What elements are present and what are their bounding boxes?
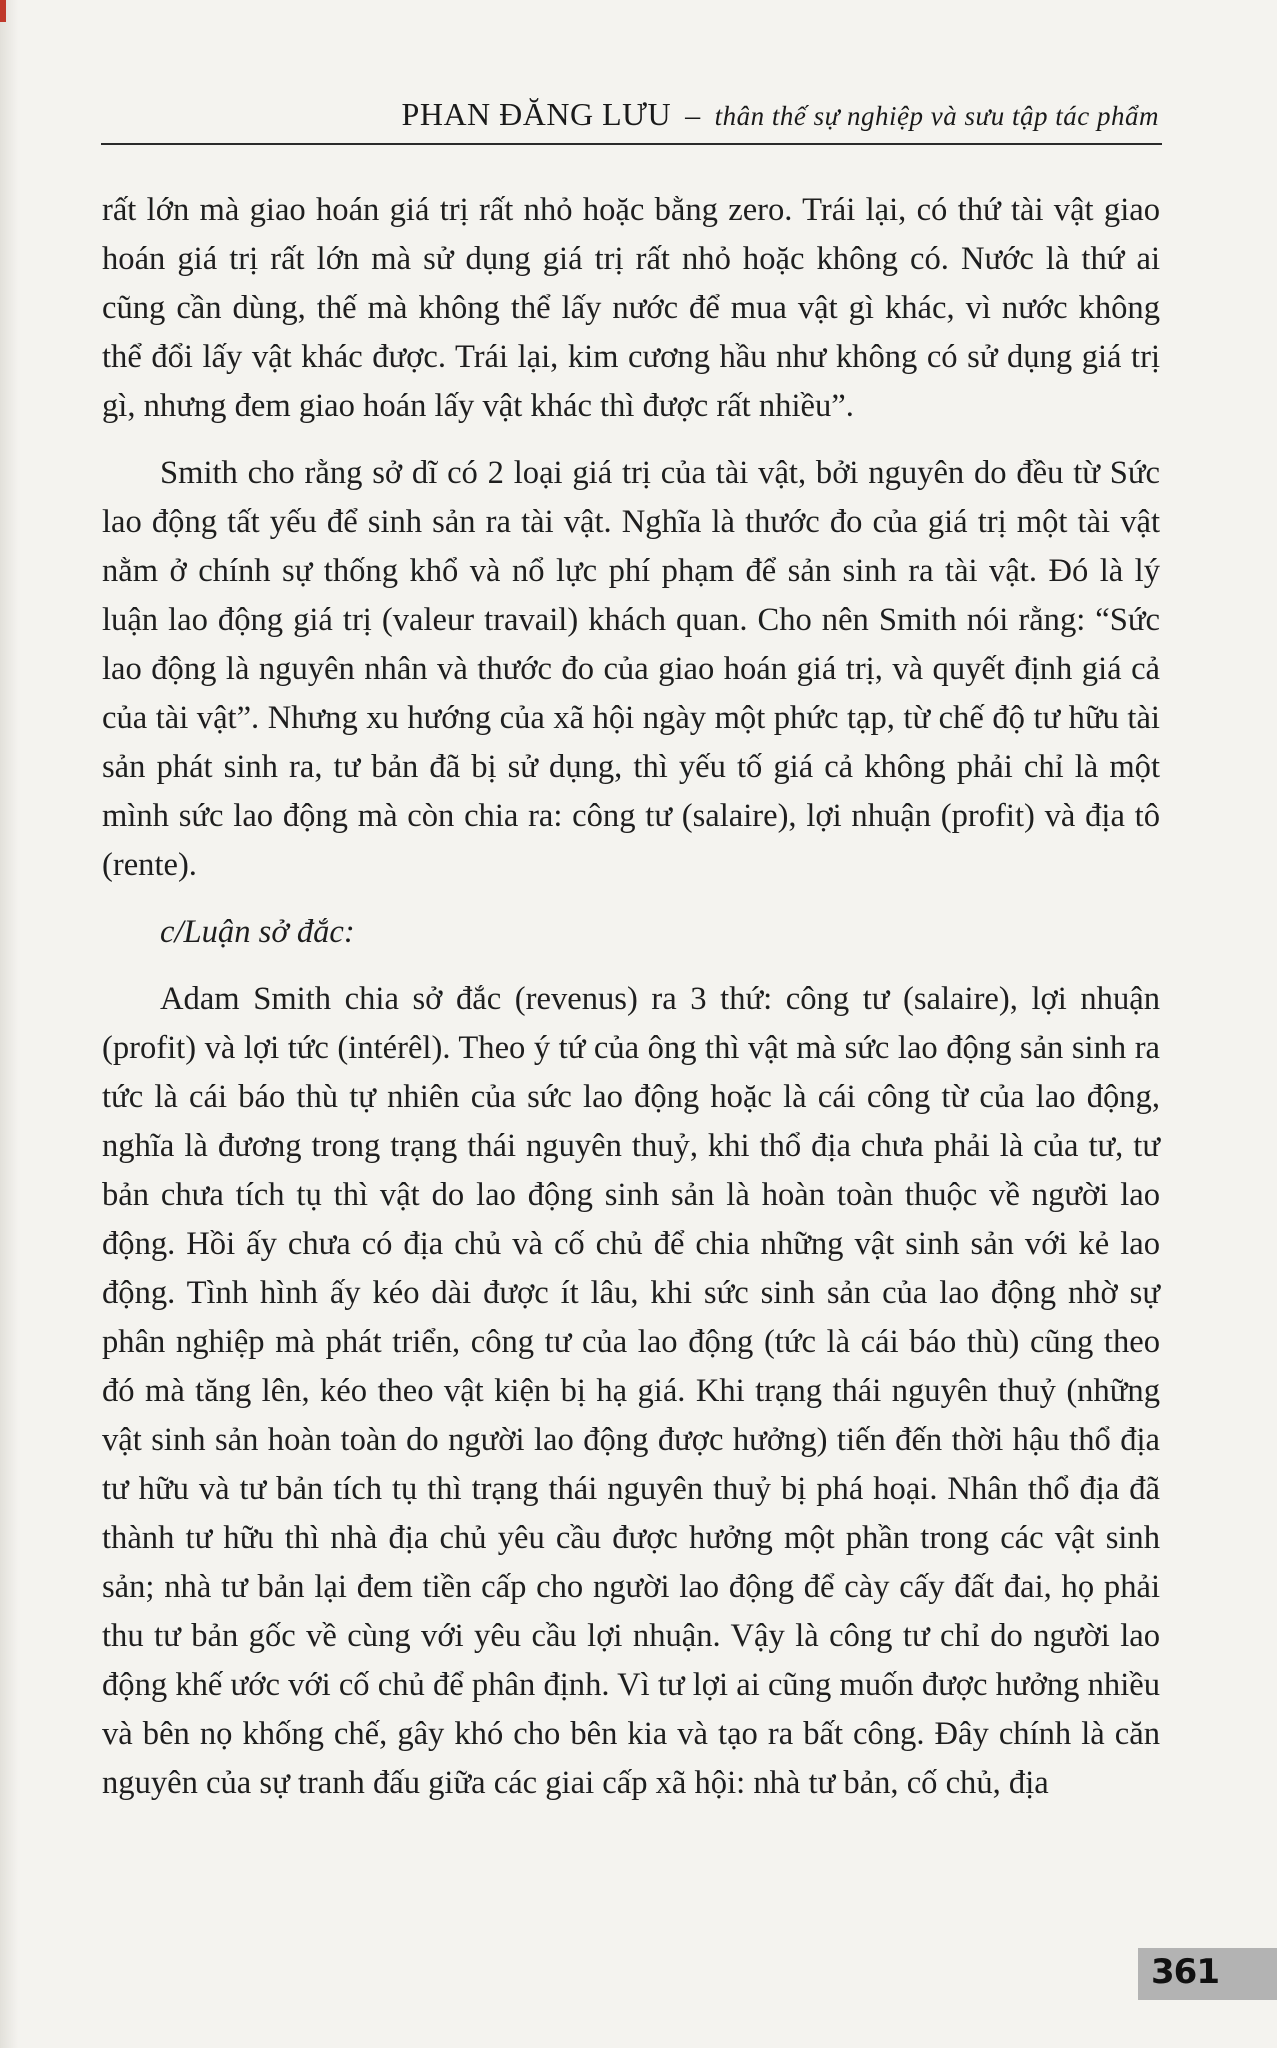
paragraph-continuation: rất lớn mà giao hoán giá trị rất nhỏ hoặc bằng zero. Trái lại, có thứ tài vật giao hoán giá trị rất lớn mà sử dụng giá trị rất nhỏ hoặc không có. Nước là thứ ai cũng cần dùng, thế mà không thể lấy nước để mua vật gì khác, vì nước không thể đổi lấy vật khác được. Trái lại, kim cương hầu như không có sử dụng giá trị gì, nhưng đem giao hoán lấy vật khác thì được rất nhiều”. bbox=[102, 192, 1160, 424]
corner-mark bbox=[0, 0, 6, 22]
paragraph-revenus: Adam Smith chia sở đắc (revenus) ra 3 thứ: công tư (salaire), lợi nhuận (profit) và lợi tức (intérêl). Theo ý tứ của ông thì vật mà sức lao động sản sinh ra tức là cái báo thù tự nhiên của sức lao động hoặc là cái công từ của lao động, nghĩa là đương trong trạng thái nguyên thuỷ, khi thổ địa chưa phải là của tư, tư bản chưa tích tụ thì vật do lao động sinh sản là hoàn toàn thuộc về người lao động. Hồi ấy chưa có địa chủ và cố chủ để chia những vật sinh sản với kẻ lao động. Tình hình ấy kéo dài được ít lâu, khi sức sinh sản của lao động nhờ sự phân nghiệp mà phát triển, công tư của lao động (tức là cái báo thù) cũng theo đó mà tăng lên, kéo theo vật kiện bị hạ giá. Khi trạng thái nguyên thuỷ (những vật sinh sản hoàn toàn do người lao động được hưởng) tiến đến thời hậu thổ địa tư hữu và tư bản tích tụ thì trạng thái nguyên thuỷ bị phá hoại. Nhân thổ địa đã thành tư hữu thì nhà địa chủ yêu cầu được hưởng một phần trong các vật sinh sản; nhà tư bản lại đem tiền cấp cho người lao động để cày cấy đất đai, họ phải thu tư bản gốc về cùng với yêu cầu lợi nhuận. Vậy là công tư chỉ do người lao động khế ước với cố chủ để phân định. Vì tư lợi ai cũng muốn được hưởng nhiều và bên nọ khống chế, gây khó cho bên kia và tạo ra bất công. Đây chính là căn nguyên của sự tranh đấu giữa các giai cấp xã hội: nhà tư bản, cố chủ, địa bbox=[102, 981, 1160, 1801]
page-gutter-shadow bbox=[0, 0, 18, 2048]
section-heading: c/Luận sở đắc: bbox=[160, 914, 355, 950]
paragraph-smith-value: Smith cho rằng sở dĩ có 2 loại giá trị của tài vật, bởi nguyên do đều từ Sức lao động tất yếu để sinh sản ra tài vật. Nghĩa là thước đo của giá trị một tài vật nằm ở chính sự thống khổ và nổ lực phí phạm để sản sinh ra tài vật. Đó là lý luận lao động giá trị (valeur travail) khách quan. Cho nên Smith nói rằng: “Sức lao động là nguyên nhân và thước đo của giao hoán giá trị, và quyết định giá cả của tài vật”. Nhưng xu hướng của xã hội ngày một phức tạp, từ chế độ tư hữu tài sản phát sinh ra, tư bản đã bị sử dụng, thì yếu tố giá cả không phải chỉ là một mình sức lao động mà còn chia ra: công tư (salaire), lợi nhuận (profit) và địa tô (rente). bbox=[102, 455, 1160, 883]
header-rule bbox=[101, 143, 1162, 145]
header-subtitle: thân thế sự nghiệp và sưu tập tác phẩm bbox=[714, 101, 1159, 131]
page-number: 361 bbox=[1151, 1952, 1219, 1992]
page-number-box bbox=[1138, 1948, 1277, 2000]
body-text bbox=[102, 186, 1160, 1808]
header-separator: – bbox=[685, 99, 701, 132]
header-author: PHAN ĐĂNG LƯU bbox=[401, 96, 672, 132]
running-header bbox=[402, 96, 1159, 133]
